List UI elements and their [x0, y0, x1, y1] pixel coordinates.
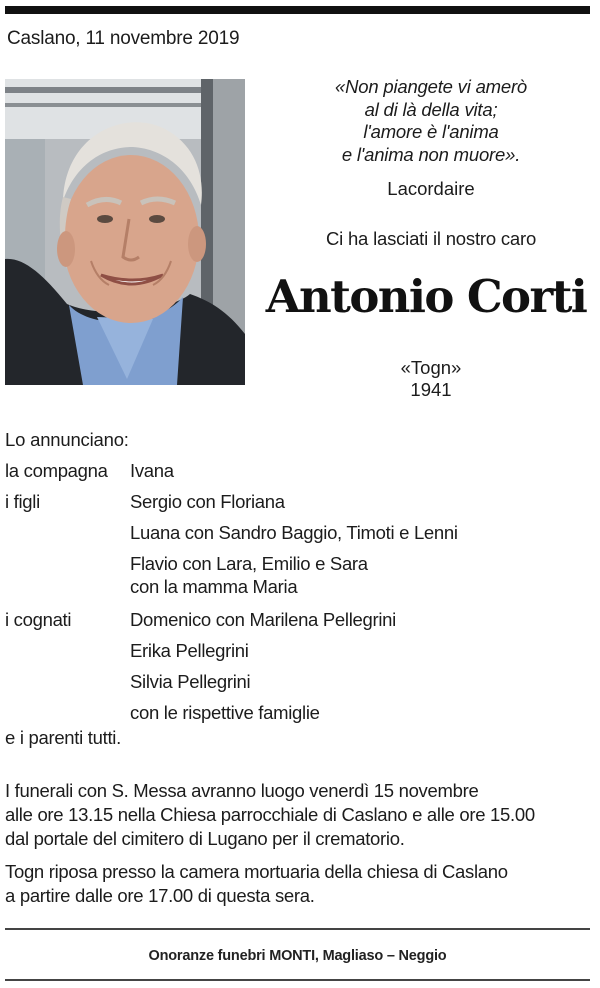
relative-name: Sergio con Floriana [130, 491, 285, 512]
quote-line: al di là della vita; [364, 98, 498, 120]
place-date: Caslano, 11 novembre 2019 [7, 28, 240, 49]
relative-name: Luana con Sandro Baggio, Timoti e Lenni [130, 522, 458, 543]
rest-info [5, 860, 595, 908]
quote-line: e l'anima non muore». [341, 143, 521, 165]
quote-line: l'amore è l'anima [363, 121, 499, 143]
deceased-nickname: «Togn» [400, 357, 462, 378]
funeral-line: dal portale del cimitero di Lugano per il crematorio. [5, 828, 405, 849]
funeral-line: I funerali con S. Messa avranno luogo venerdì 15 novembre [5, 780, 479, 801]
announcers-closing: e i parenti tutti. [5, 727, 121, 748]
relation-label: la compagna [5, 460, 108, 481]
rest-line: a partire dalle ore 17.00 di questa sera. [5, 885, 315, 906]
top-rule [5, 6, 590, 14]
deceased-name: Antonio Corti [265, 270, 587, 323]
footer-top-rule [5, 928, 590, 930]
quote-author: Lacordaire [387, 178, 475, 199]
relative-name: Silvia Pellegrini [130, 671, 251, 692]
intro-text: Ci ha lasciati il nostro caro [325, 228, 537, 249]
relative-name: Erika Pellegrini [130, 640, 249, 661]
birth-year: 1941 [410, 379, 452, 400]
deceased-nickname-block [262, 357, 600, 401]
relation-label: i figli [5, 491, 40, 512]
rest-line: Togn riposa presso la camera mortuaria della chiesa di Caslano [5, 861, 508, 882]
quote [262, 76, 600, 166]
funeral-home: Onoranze funebri MONTI, Magliaso – Neggio [148, 948, 447, 964]
footer-bottom-rule [5, 979, 590, 981]
relative-name: Domenico con Marilena Pellegrini [130, 609, 396, 630]
relative-name: Flavio con Lara, Emilio e Sara [130, 553, 368, 574]
relative-name: con la mamma Maria [130, 576, 298, 597]
quote-line: «Non piangete vi amerò [334, 76, 528, 97]
announcers-heading: Lo annunciano: [5, 429, 129, 450]
deceased-photo [5, 79, 245, 385]
relative-name: con le rispettive famiglie [130, 702, 320, 723]
funeral-info [5, 779, 595, 851]
relative-name: Ivana [130, 460, 174, 481]
relation-label: i cognati [5, 609, 72, 630]
funeral-line: alle ore 13.15 nella Chiesa parrocchiale di Caslano e alle ore 15.00 [5, 804, 535, 825]
